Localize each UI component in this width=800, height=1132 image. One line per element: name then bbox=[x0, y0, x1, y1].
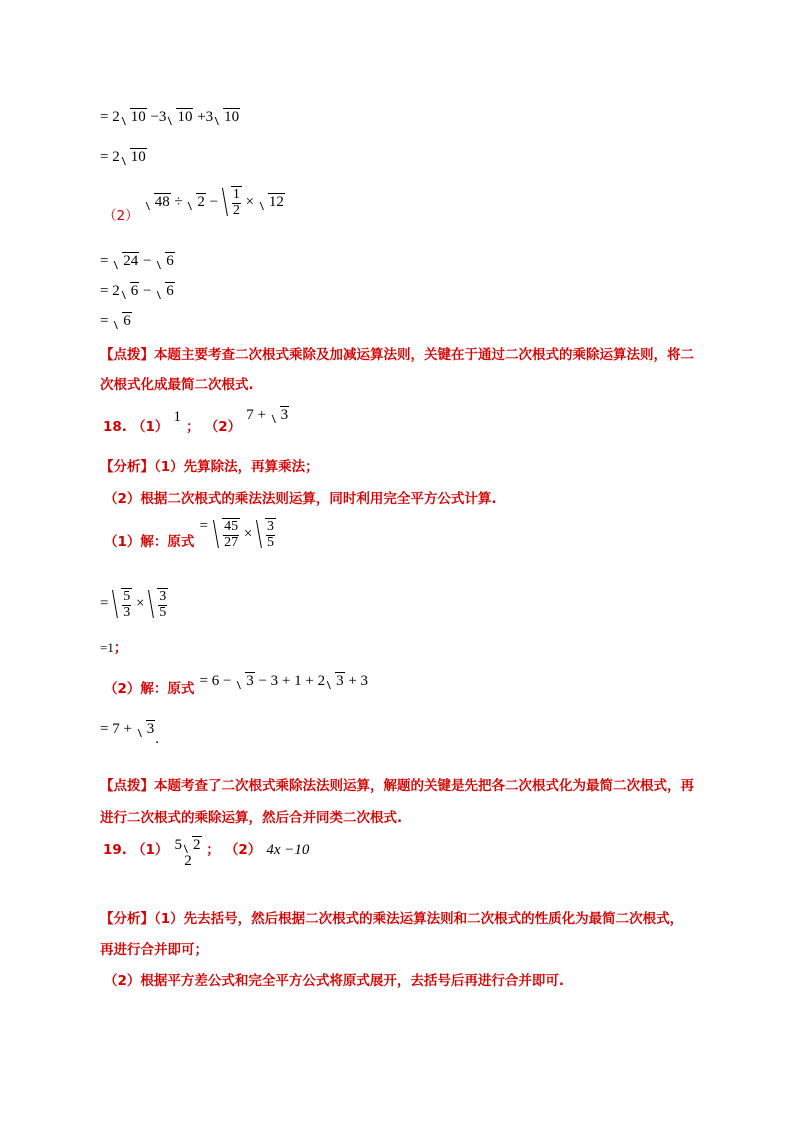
analysis-18-line-2: （2）根据二次根式的乘法法则运算，同时利用完全平方公式计算. bbox=[104, 491, 497, 507]
sqrt: 10 bbox=[121, 148, 147, 166]
equation-line-3: $_{(2)}$ 48 ÷ 2 − $\frac{1}{2}$ × 12 bbox=[103, 187, 284, 224]
question-18-answers: $_{18.}$ $_{(1)}$ 1 $_;$ $_{(2)}$ 7 + 3 bbox=[103, 407, 289, 435]
sqrt: $\frac{45}{27}$ bbox=[213, 518, 240, 550]
note-18-line-1: 【点拨】本题考查了二次根式乘除法法则运算，解题的关键是先把各二次根式化为最简二次根式，再 bbox=[100, 778, 694, 794]
solution-18-1-line-3: =1； bbox=[100, 640, 128, 656]
analysis-19-line-1: 【分析】（1）先去括号，然后根据二次根式的乘法运算法则和二次根式的性质化为最简二次根式， bbox=[100, 911, 684, 927]
sqrt: 10 bbox=[214, 108, 240, 126]
sqrt: $\frac{3}{5}$ bbox=[148, 588, 168, 620]
sqrt: 2 bbox=[183, 836, 202, 854]
sqrt: 48 bbox=[145, 193, 171, 211]
sqrt: $\frac{5}{3}$ bbox=[112, 588, 132, 620]
sqrt: 3 bbox=[137, 720, 156, 738]
note-17-line-2: 次根式化成最简二次根式. bbox=[100, 377, 254, 393]
equation-line-1: = 2 10 −3 10 +3 10 bbox=[100, 109, 240, 125]
sqrt: 3 bbox=[236, 672, 255, 690]
sqrt: 3 bbox=[271, 406, 290, 424]
analysis-18-line-1: 【分析】（1）先算除法，再算乘法； bbox=[100, 459, 319, 475]
sqrt: 10 bbox=[167, 108, 193, 126]
sqrt: 6 bbox=[113, 312, 132, 330]
analysis-19-line-2: 再进行合并即可； bbox=[100, 942, 208, 958]
sqrt: 3 bbox=[326, 672, 345, 690]
sqrt: 10 bbox=[121, 108, 147, 126]
sqrt: 12 bbox=[259, 193, 285, 211]
solution-18-2-line-2: = 7 + 3. bbox=[100, 721, 159, 747]
note-18-line-2: 进行二次根式的乘除运算，然后合并同类二次根式. bbox=[100, 810, 403, 826]
solution-18-1-line-1: $_{(1)解:原式}$ = $\frac{45}{27}$ × $\frac{3}{5}$ bbox=[104, 517, 275, 550]
equation-line-2: = 2 10 bbox=[100, 149, 146, 165]
equation-line-6: = 6 bbox=[100, 313, 131, 329]
note-17-line-1: 【点拨】本题主要考查二次根式乘除及加减运算法则，关键在于通过二次根式的乘除运算法则，将二 bbox=[100, 347, 694, 363]
sqrt: $\frac{1}{2}$ bbox=[222, 186, 242, 218]
analysis-19-line-3: （2）根据平方差公式和完全平方公式将原式展开，去括号后再进行合并即可. bbox=[104, 973, 565, 989]
equation-line-4: = 24 − 6 bbox=[100, 253, 174, 269]
sqrt: 24 bbox=[113, 252, 139, 270]
sqrt: 6 bbox=[156, 252, 175, 270]
sqrt: 6 bbox=[121, 282, 140, 300]
sqrt: 2 bbox=[187, 193, 206, 211]
solution-18-2-line-1: $_{(2)解:原式}$ = 6 − 3 − 3 + 1 + 2 3 + 3 bbox=[104, 673, 369, 697]
solution-18-1-line-2: = $\frac{5}{3}$ × $\frac{3}{5}$ bbox=[100, 589, 167, 620]
question-19-answers: 19. （1） 5 2 2 ； （2） 4x −10 bbox=[103, 837, 310, 870]
equation-line-5: = 2 6 − 6 bbox=[100, 283, 174, 299]
sqrt: 6 bbox=[156, 282, 175, 300]
sqrt: $\frac{3}{5}$ bbox=[256, 518, 276, 550]
